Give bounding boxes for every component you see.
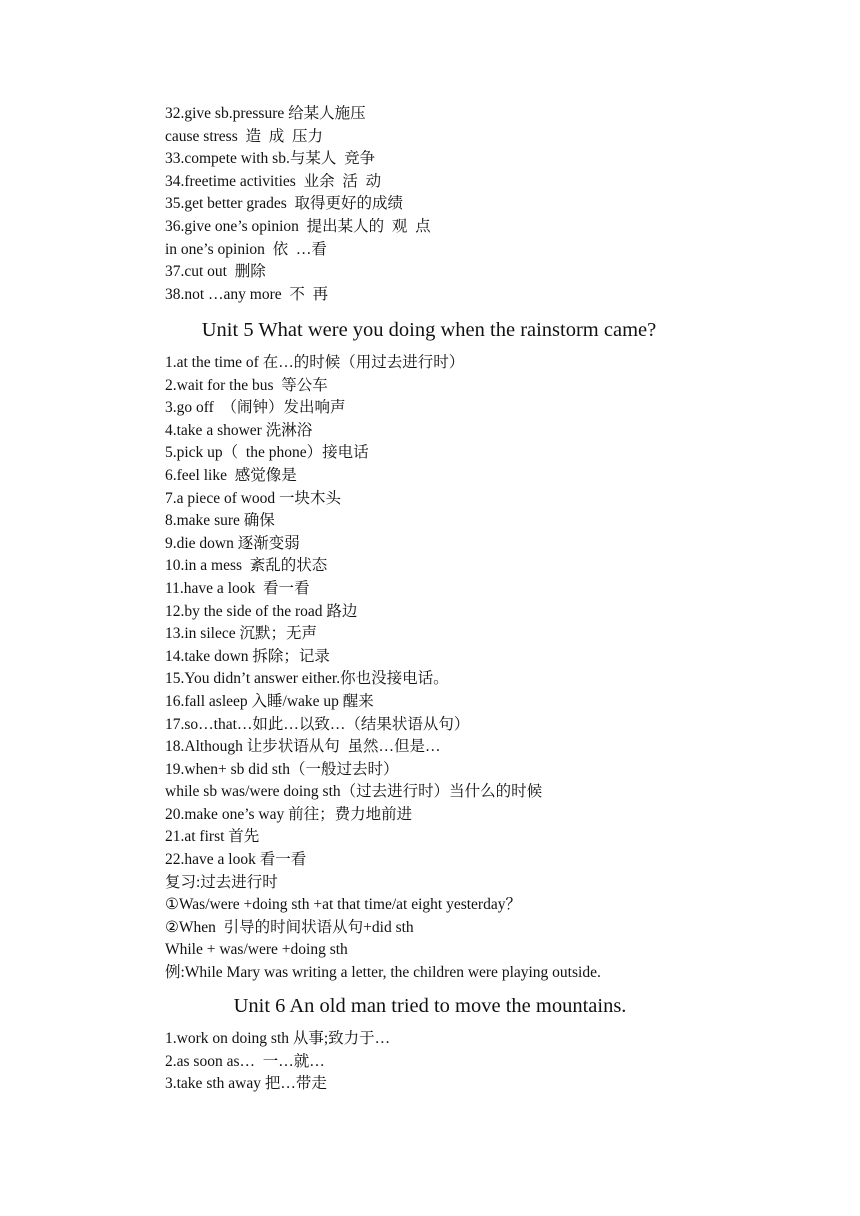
vocab-line: 32.give sb.pressure 给某人施压 bbox=[165, 105, 366, 122]
vocab-line: 33.compete with sb.与某人 竞争 bbox=[165, 150, 376, 168]
grammar-rule-line: ①Was/were +doing sth +at that time/at eight yesterday？ bbox=[165, 896, 521, 914]
vocab-line: 9.die down 逐渐变弱 bbox=[165, 534, 300, 552]
vocab-line: in one’s opinion 依 …看 bbox=[165, 240, 327, 258]
vocab-line: 10.in a mess 紊乱的状态 bbox=[165, 557, 328, 575]
vocab-line: 15.You didn’t answer either.你也没接电话。 bbox=[165, 670, 449, 688]
vocab-line: 7.a piece of wood 一块木头 bbox=[165, 489, 342, 507]
vocab-line: 4.take a shower 洗淋浴 bbox=[165, 421, 313, 439]
vocab-line: 22.have a look 看一看 bbox=[165, 851, 307, 869]
vocab-list-previous-unit bbox=[165, 103, 825, 306]
vocab-line: 19.when+ sb did sth（一般过去时） bbox=[165, 760, 399, 778]
vocab-line: 2.as soon as… 一…就… bbox=[165, 1052, 325, 1070]
vocab-line: 36.give one’s opinion 提出某人的 观 点 bbox=[165, 217, 431, 235]
vocab-line: 12.by the side of the road 路边 bbox=[165, 602, 358, 620]
grammar-example-line: 例:While Mary was writing a letter, the children were playing outside. bbox=[165, 964, 601, 982]
vocab-line: 35.get better grades 取得更好的成绩 bbox=[165, 195, 404, 213]
vocab-line: 13.in silece 沉默；无声 bbox=[165, 625, 317, 643]
grammar-review-heading: 复习:过去进行时 bbox=[165, 873, 278, 891]
vocab-line: 21.at first 首先 bbox=[165, 828, 260, 846]
vocab-line: 6.feel like 感觉像是 bbox=[165, 466, 297, 484]
vocab-line: 18.Although 让步状语从句 虽然…但是… bbox=[165, 738, 441, 756]
vocab-line: while sb was/were doing sth（过去进行时）当什么的时候 bbox=[165, 783, 543, 801]
unit6-heading: Unit 6 An old man tried to move the mountains. bbox=[233, 995, 627, 1017]
vocab-list-unit5 bbox=[165, 352, 825, 985]
vocab-line: 5.pick up（ the phone）接电话 bbox=[165, 444, 369, 462]
vocab-line: 34.freetime activities 业余 活 动 bbox=[165, 172, 382, 190]
vocab-line: 8.make sure 确保 bbox=[165, 512, 275, 530]
vocab-list-unit6 bbox=[165, 1028, 825, 1096]
vocab-line: 16.fall asleep 入睡/wake up 醒来 bbox=[165, 692, 374, 710]
vocab-line: 3.go off （闹钟）发出响声 bbox=[165, 399, 346, 417]
vocab-line: 37.cut out 删除 bbox=[165, 263, 266, 281]
grammar-rule-line: ②When 引导的时间状语从句+did sth bbox=[165, 918, 414, 936]
vocab-line: 11.have a look 看一看 bbox=[165, 579, 310, 597]
unit5-heading: Unit 5 What were you doing when the rainstorm came? bbox=[201, 319, 657, 341]
vocab-line: 20.make one’s way 前往；费力地前进 bbox=[165, 805, 413, 823]
vocab-line: 38.not …any more 不 再 bbox=[165, 285, 329, 303]
vocab-line: 1.work on doing sth 从事;致力于… bbox=[165, 1030, 391, 1047]
vocab-line: cause stress 造 成 压力 bbox=[165, 127, 323, 145]
grammar-rule-line: While + was/were +doing sth bbox=[165, 941, 348, 959]
vocab-line: 3.take sth away 把…带走 bbox=[165, 1075, 327, 1093]
vocab-line: 2.wait for the bus 等公车 bbox=[165, 376, 328, 394]
vocab-line: 14.take down 拆除；记录 bbox=[165, 647, 330, 665]
vocab-line: 17.so…that…如此…以致…（结果状语从句） bbox=[165, 715, 470, 733]
vocab-line: 1.at the time of 在…的时候（用过去进行时） bbox=[165, 354, 465, 371]
